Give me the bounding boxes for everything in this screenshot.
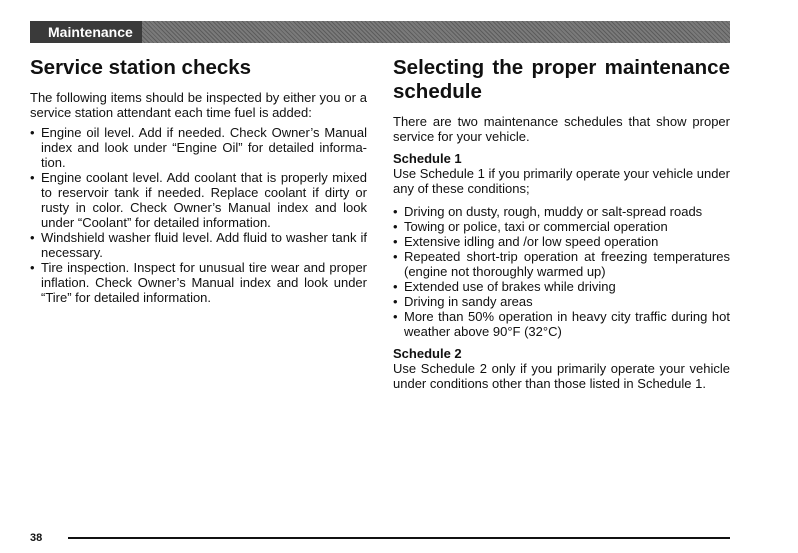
schedule-2-text: Use Schedule 2 only if you primarily operate your vehicle under conditions other than those listed in Schedule 1. <box>393 361 730 391</box>
page-number: 38 <box>30 532 43 544</box>
schedule-2-heading: Schedule 2 <box>393 346 462 361</box>
list-item: • Driving in sandy areas <box>393 294 730 309</box>
list-item: • Extended use of brakes while driving <box>393 279 730 294</box>
schedule-1-conditions-list <box>393 204 730 339</box>
list-item: • Extensive idling and /or low speed operation <box>393 234 730 249</box>
section-tab: Maintenance <box>30 21 142 43</box>
left-column <box>30 56 367 305</box>
schedule-1-heading: Schedule 1 <box>393 151 462 166</box>
list-item: • Tire inspection. Inspect for unusual tire wear and proper inflation. Check Owner’s Manual index and look under “Tire” for detailed information. <box>30 260 367 305</box>
maintenance-schedule-title: Selecting the proper maintenance schedule <box>393 56 730 103</box>
service-checks-list <box>30 125 367 305</box>
list-item: • Engine oil level. Add if needed. Check Owner’s Manual index and look under “Engine Oil” for detailed informa-tion. <box>30 125 367 170</box>
maintenance-schedule-intro: There are two maintenance schedules that show proper service for your vehicle. <box>393 114 730 144</box>
footer-rule <box>68 537 730 539</box>
list-item: • Engine coolant level. Add coolant that is properly mixed to reservoir tank if needed. Replace coolant if dirty or rusty in color. Check Owner’s Manual index and look under “Coolant” for detailed information. <box>30 170 367 230</box>
list-item: • More than 50% operation in heavy city traffic during hot weather above 90°F (32°C) <box>393 309 730 339</box>
service-checks-intro: The following items should be inspected by either you or a service station attendant each time fuel is added: <box>30 90 367 120</box>
schedule-1-text: Use Schedule 1 if you primarily operate your vehicle under any of these conditions; <box>393 166 730 196</box>
list-item: • Towing or police, taxi or commercial operation <box>393 219 730 234</box>
list-item: • Windshield washer fluid level. Add fluid to washer tank if necessary. <box>30 230 367 260</box>
list-item: • Repeated short-trip operation at freezing temperatures (engine not thoroughly warmed up) <box>393 249 730 279</box>
right-column <box>393 56 730 391</box>
section-header-bar <box>30 21 730 43</box>
list-item: • Driving on dusty, rough, muddy or salt-spread roads <box>393 204 730 219</box>
service-checks-title: Service station checks <box>30 56 252 79</box>
